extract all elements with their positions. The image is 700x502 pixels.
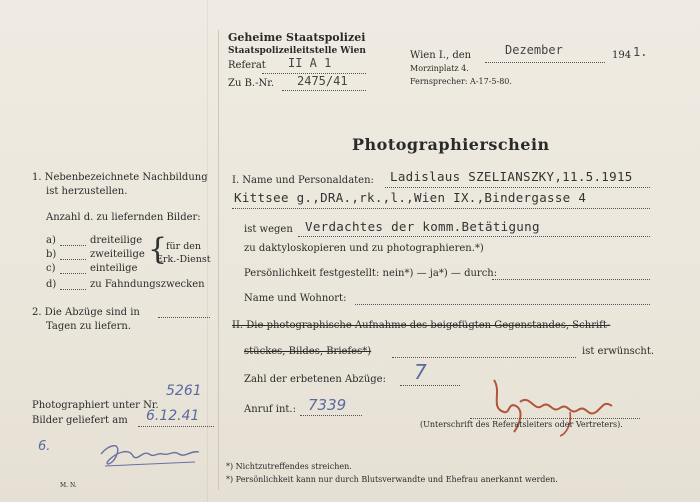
name-value: Ladislaus SZELIANSZKY,11.5.1915: [390, 169, 633, 184]
count-label-right: Zahl der erbetenen Abzüge:: [244, 374, 386, 385]
opt-c-letter: c): [46, 263, 56, 274]
agency-name: Geheime Staatspolizei: [228, 31, 366, 44]
hand-note: 6.: [38, 439, 51, 454]
office-name: Staatspolizeileitstelle Wien: [228, 46, 366, 56]
zu-line: [282, 90, 366, 91]
year-digit: 1.: [633, 45, 648, 59]
name-addr-line: [355, 304, 650, 305]
name-line-2: [232, 208, 650, 209]
wegen-label: ist wegen: [244, 224, 293, 235]
opt-d-line: [60, 289, 86, 290]
count-value: 7: [414, 360, 427, 384]
name-label: I. Name und Personaldaten:: [232, 175, 374, 186]
opt-b: zweiteilige: [90, 249, 145, 260]
days-line: [158, 317, 210, 318]
opt-b-line: [60, 259, 86, 260]
call-label: Anruf int.:: [244, 404, 296, 415]
section-ii-line2: stückes, Bildes, Briefes*): [244, 346, 372, 357]
form-title: Photographierschein: [352, 135, 550, 154]
footnote-1: *) Nichtzutreffendes streichen.: [226, 462, 352, 471]
section-ii-dots: [392, 357, 576, 358]
delivered-label: Bilder geliefert am: [32, 415, 128, 426]
item1-line1: 1. Nebenbezeichnete Nachbildung: [32, 172, 208, 183]
delivered-value: 6.12.41: [146, 408, 200, 424]
signature-line: [470, 418, 640, 419]
call-value: 7339: [308, 396, 347, 414]
item2-line2: Tagen zu liefern.: [46, 321, 132, 332]
date-line: [485, 62, 605, 63]
count-line: [400, 385, 460, 386]
options-brace: {: [148, 232, 168, 267]
photographer-signature: [95, 432, 205, 476]
opt-d-letter: d): [46, 279, 57, 290]
opt-c: einteilige: [90, 263, 138, 274]
brace-text2: Erk.-Dienst: [156, 254, 211, 265]
year-prefix: 194: [612, 50, 632, 61]
month-value: Dezember: [505, 43, 563, 57]
referat-label: Referat: [228, 60, 266, 71]
opt-b-letter: b): [46, 249, 57, 260]
call-line: [300, 415, 362, 416]
city-date-label: Wien I., den: [410, 50, 472, 61]
column-divider: [218, 30, 219, 490]
wegen-line: [298, 236, 650, 237]
address: Morzinplatz 4.: [410, 64, 469, 73]
identity-line: [492, 279, 650, 280]
brace-text1: für den: [166, 241, 202, 252]
opt-c-line: [60, 273, 86, 274]
name-line: [385, 187, 650, 188]
identity-text: Persönlichkeit festgestellt: nein*) — ja*) — durch:: [244, 268, 498, 279]
item2-line1: 2. Die Abzüge sind in: [32, 307, 140, 318]
opt-a: dreiteilige: [90, 235, 143, 246]
footnote-2: *) Persönlichkeit kann nur durch Blutsverwandte und Ehefrau anerkannt werden.: [226, 475, 558, 484]
section-ii-line1: II. Die photographische Aufnahme des beigefügten Gegenstandes, Schrift-: [232, 320, 611, 331]
opt-d: zu Fahndungszwecken: [90, 279, 205, 290]
zu-label: Zu B.-Nr.: [228, 78, 275, 89]
officer-signature: [480, 372, 640, 442]
footer-mark: M. N.: [60, 482, 77, 489]
photographed-label: Photographiert unter Nr.: [32, 400, 159, 411]
photographed-value: 5261: [166, 383, 202, 399]
opt-a-letter: a): [46, 235, 56, 246]
zu-value: 2475/41: [297, 74, 348, 88]
opt-a-line: [60, 245, 86, 246]
delivered-line: [138, 426, 214, 427]
section-ii-suffix: ist erwünscht.: [582, 346, 655, 357]
item1-line2: ist herzustellen.: [46, 186, 128, 197]
referat-value: II A 1: [288, 56, 332, 70]
name-addr-label: Name und Wohnort:: [244, 293, 347, 304]
name-value-2: Kittsee g.,DRA.,rk.,l.,Wien IX.,Bindergasse 4: [234, 190, 587, 205]
phone: Fernsprecher: A-17-5-80.: [410, 77, 512, 86]
purpose-text: zu daktyloskopieren und zu photographieren.*): [244, 243, 484, 254]
wegen-value: Verdachtes der komm.Betätigung: [305, 219, 540, 234]
count-label: Anzahl d. zu liefernden Bilder:: [46, 212, 201, 223]
signature-caption: (Unterschrift des Referatsleiters oder Vertreters).: [420, 420, 623, 429]
